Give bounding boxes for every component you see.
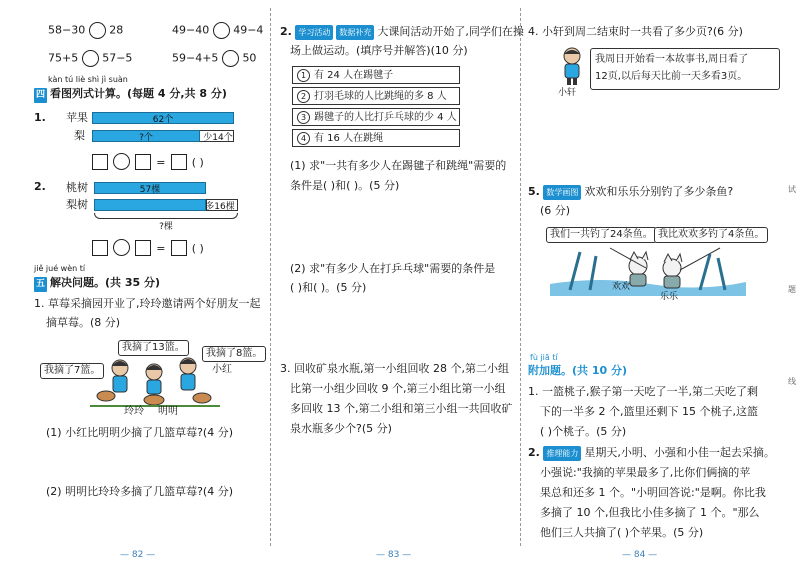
page-83 (272, 0, 524, 566)
p2-sub1-line1: (1) 求"一共有多少人在踢毽子和跳绳"需要的 (290, 159, 507, 172)
page-number-82: — 82 — (120, 550, 156, 560)
p1-sub-question-1: (1) 小红比明明少摘了几篮草莓?(4 分) (46, 426, 233, 439)
answer-box[interactable] (135, 154, 151, 170)
section-4-pinyin: kàn tú liè shì jì suàn (48, 75, 128, 84)
label-apple: 苹果 (66, 111, 88, 124)
tag-drawing: 数学画图 (543, 185, 581, 200)
speech-bubble-xiaoxuan: 我周日开始看一本故事书,周日看了 12页,以后每天比前一天多看3页。 (590, 48, 780, 90)
bonus-q1-line1: 1. 一篮桃子,猴子第一天吃了一半,第二天吃了剩 (528, 385, 758, 398)
name-xiaohong: 小红 (212, 364, 232, 375)
fishing-illustration (550, 246, 746, 296)
compare-circle[interactable] (213, 22, 230, 39)
bar-pear-tree-diff: 多16棵 (205, 202, 235, 212)
answer-box[interactable] (92, 240, 108, 256)
comparison-3: 75+5 57−5 (48, 50, 132, 67)
tag-data: 数据补充 (336, 25, 374, 40)
condition-3: 3 踢毽子的人比打乒乓球的少 4 人 (292, 108, 460, 126)
speech-bubble-8: 我摘了8篮。 (202, 346, 266, 362)
p2-q3-line3: 多回收 13 个,第二小组和第三小组一共回收矿 (290, 402, 513, 415)
speech-bubble-24-fish: 我们一共钓了24条鱼。 (546, 227, 657, 243)
tag-reasoning: 推理能力 (543, 446, 581, 461)
label-peach-tree: 桃树 (66, 181, 88, 194)
name-mingming: 明明 (158, 406, 178, 417)
section-5-number: 五 (34, 277, 47, 292)
answer-box[interactable] (135, 240, 151, 256)
p2-q2-line1: 2. 学习活动 数据补充 大课间活动开始了,同学们在操 (280, 25, 524, 38)
tag-activity: 学习活动 (295, 25, 333, 40)
page-divider (520, 8, 521, 546)
comparison-4: 59−4+5 50 (172, 50, 256, 67)
q2-number: 2. (34, 180, 46, 193)
compare-circle[interactable] (82, 50, 99, 67)
bonus-q2-line2: 小强说:"我摘的苹果最多了,比你们俩摘的苹 (540, 466, 751, 479)
q1-number: 1. (34, 111, 46, 124)
bonus-q2-line4: 多摘了 10 个,但我比小佳多摘了 1 个。"那么 (540, 506, 760, 519)
xiaoxuan-name: 小轩 (558, 88, 577, 98)
page-number-83: — 83 — (376, 550, 412, 560)
p1-q1-line2: 摘草莓。(8 分) (46, 316, 121, 329)
p1-q1-line1: 1. 草莓采摘园开业了,玲玲邀请两个好朋友一起 (34, 297, 261, 310)
speech-bubble-13: 我摘了13篮。 (118, 340, 189, 356)
q2-answer-row: = ( ) (92, 237, 204, 256)
page-84 (522, 0, 800, 566)
children-picking-illustration (90, 354, 220, 410)
bar-pear-diff: 少14个 (203, 133, 233, 143)
page-number-84: — 84 — (622, 550, 658, 560)
comparison-2: 49−40 49−4 (172, 22, 263, 39)
answer-box[interactable] (92, 154, 108, 170)
name-lingling: 玲玲 (124, 406, 144, 417)
p2-sub2-line2: ( )和( )。(5 分) (290, 281, 367, 294)
bonus-q2-line3: 果总和还多 1 个。"小明回答说:"是啊。你比我 (540, 486, 766, 499)
bonus-q1-line3: ( )个桃子。(5 分) (540, 425, 627, 438)
compare-circle[interactable] (89, 22, 106, 39)
bonus-q2-line1: 2. 推理能力 星期天,小明、小强和小佳一起去采摘。 (528, 446, 775, 459)
p3-q5-line1: 5. 数学画图 欢欢和乐乐分别钓了多少条鱼? (528, 185, 734, 198)
bar-peach-tree-value: 57棵 (139, 185, 161, 195)
bonus-q2-line5: 他们三人共摘了( )个苹果。(5 分) (540, 526, 704, 539)
p2-sub1-line2: 条件是( )和( )。(5 分) (290, 179, 400, 192)
bonus-pinyin: fù jiā tí (530, 353, 558, 362)
q1-answer-row: = ( ) (92, 151, 204, 170)
p3-q5-score: (6 分) (540, 204, 571, 217)
answer-box[interactable] (171, 154, 187, 170)
label-pear-tree: 梨树 (66, 198, 88, 211)
bonus-heading: 附加题。(共 10 分) (528, 364, 628, 377)
condition-2: 2 打羽毛球的人比跳绳的多 8 人 (292, 87, 460, 105)
margin-char-xian: 线 (788, 377, 796, 386)
compare-circle[interactable] (222, 50, 239, 67)
comparison-1: 58−30 28 (48, 22, 123, 39)
bonus-q1-line2: 下的一半多 2 个,篮里还剩下 15 个桃子,这篮 (540, 405, 758, 418)
section-5-heading: 五 解决问题。(共 35 分) (34, 275, 160, 292)
operator-circle[interactable] (113, 153, 130, 170)
xiaoxuan-figure (558, 46, 586, 86)
speech-bubble-4-more-fish: 我比欢欢多钓了4条鱼。 (654, 227, 768, 243)
p2-q2-line2: 场上做运动。(填序号并解答)(10 分) (290, 44, 468, 57)
bar-pear-value: ?个 (139, 133, 153, 143)
name-huanhuan: 欢欢 (612, 282, 631, 292)
section-4-number: 四 (34, 88, 47, 103)
margin-char-shi: 试 (788, 185, 796, 194)
p2-q3-line4: 泉水瓶多少个?(5 分) (290, 422, 392, 435)
page-divider (270, 8, 271, 546)
section-5-pinyin: jiě jué wèn tí (34, 264, 86, 273)
label-pear: 梨 (74, 129, 85, 142)
bar-apple-value: 62个 (152, 115, 174, 125)
p3-q4: 4. 小轩到周二结束时一共看了多少页?(6 分) (528, 25, 743, 38)
p2-q3-line2: 比第一小组少回收 9 个,第三小组比第一小组 (290, 382, 506, 395)
condition-1: 1 有 24 人在踢毽子 (292, 66, 460, 84)
section-4-heading: 四 看图列式计算。(每题 4 分,共 8 分) (34, 86, 227, 103)
speech-bubble-7: 我摘了7篮。 (40, 363, 104, 379)
operator-circle[interactable] (113, 239, 130, 256)
p2-q3-line1: 3. 回收矿泉水瓶,第一小组回收 28 个,第二小组 (280, 362, 509, 375)
margin-char-ti: 题 (788, 285, 796, 294)
p1-sub-question-2: (2) 明明比玲玲多摘了几篮草莓?(4 分) (46, 485, 233, 498)
bar-pear-tree (94, 199, 206, 211)
page-82 (0, 0, 268, 566)
p2-sub2-line1: (2) 求"有多少人在打乒乓球"需要的条件是 (290, 262, 496, 275)
name-lele: 乐乐 (660, 292, 679, 302)
answer-box[interactable] (171, 240, 187, 256)
condition-4: 4 有 16 人在跳绳 (292, 129, 460, 147)
total-value: ?棵 (159, 222, 173, 232)
